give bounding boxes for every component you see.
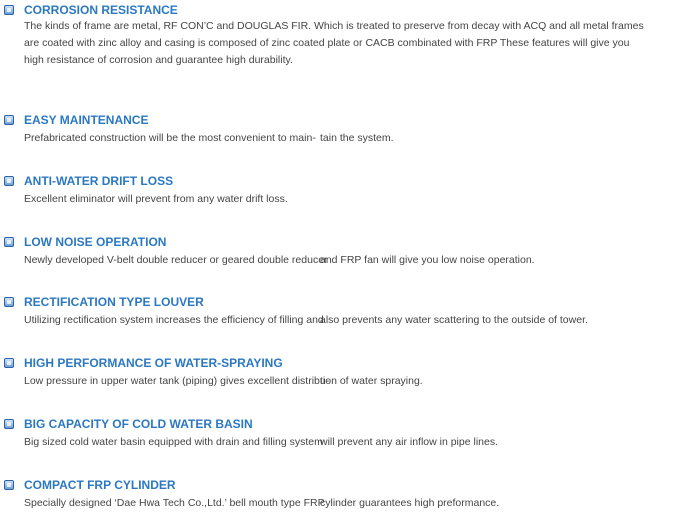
blue-square-bullet-icon <box>4 5 14 15</box>
description-line: high resistance of corrosion and guarantee high durability. <box>24 54 293 66</box>
blue-square-bullet-icon <box>4 297 14 307</box>
blue-square-bullet-icon <box>4 115 14 125</box>
description-part-1: Excellent eliminator will prevent from any water drift loss. <box>24 193 288 205</box>
feature-description <box>24 373 423 390</box>
feature-title: ANTI-WATER DRIFT LOSS <box>24 174 174 188</box>
description-part-1: Newly developed V-belt double reducer or geared double reducer <box>24 254 328 266</box>
feature-rectification-type-louver <box>0 294 683 330</box>
feature-title: CORROSION RESISTANCE <box>24 3 178 17</box>
description-part-1: Utilizing rectification system increases the efficiency of filling and <box>24 314 324 326</box>
feature-title: RECTIFICATION TYPE LOUVER <box>24 295 204 309</box>
feature-description <box>24 495 500 512</box>
description-part-1: Low pressure in upper water tank (piping) gives excellent distribu- <box>24 375 330 387</box>
description-part-1: Big sized cold water basin equipped with drain and filling system <box>24 436 323 448</box>
description-part-2: also prevents any water scattering to the outside of tower. <box>320 314 588 326</box>
feature-description <box>24 191 288 208</box>
feature-low-noise-operation <box>0 234 683 270</box>
feature-title: LOW NOISE OPERATION <box>24 235 167 249</box>
description-line: are coated with zinc alloy and casing is composed of zinc coated plate or CACB combinated with FRP These features will give you <box>24 37 630 49</box>
description-part-1: Prefabricated construction will be the most convenient to main- <box>24 132 316 144</box>
blue-square-bullet-icon <box>4 480 14 490</box>
blue-square-bullet-icon <box>4 358 14 368</box>
blue-square-bullet-icon <box>4 237 14 247</box>
blue-square-bullet-icon <box>4 176 14 186</box>
feature-big-capacity-cold-water-basin <box>0 416 683 452</box>
description-part-2: tain the system. <box>320 132 394 144</box>
feature-compact-frp-cylinder <box>0 477 683 513</box>
feature-title: HIGH PERFORMANCE OF WATER-SPRAYING <box>24 356 283 370</box>
description-part-1: Specially designed ‘Dae Hwa Tech Co.,Ltd.’ bell mouth type FRP <box>24 497 325 509</box>
description-line: The kinds of frame are metal, RF CON’C and DOUGLAS FIR. Which is treated to preserve from decay with ACQ and all metal frames <box>24 20 644 32</box>
description-part-2: and FRP fan will give you low noise operation. <box>320 254 535 266</box>
feature-title: EASY MAINTENANCE <box>24 113 149 127</box>
feature-description <box>24 312 588 329</box>
blue-square-bullet-icon <box>4 419 14 429</box>
feature-anti-water-drift-loss <box>0 173 683 209</box>
feature-title: COMPACT FRP CYLINDER <box>24 478 176 492</box>
description-part-2: will prevent any air inflow in pipe lines. <box>320 436 499 448</box>
description-part-2: tion of water spraying. <box>320 375 423 387</box>
feature-corrosion-resistance <box>0 2 683 72</box>
feature-description <box>24 130 394 147</box>
feature-title: BIG CAPACITY OF COLD WATER BASIN <box>24 417 253 431</box>
feature-description <box>24 18 644 69</box>
feature-high-performance-water-spraying <box>0 355 683 391</box>
feature-easy-maintenance <box>0 112 683 148</box>
feature-description <box>24 252 535 269</box>
feature-description <box>24 434 499 451</box>
description-part-2: cylinder guarantees high preformance. <box>320 497 500 509</box>
